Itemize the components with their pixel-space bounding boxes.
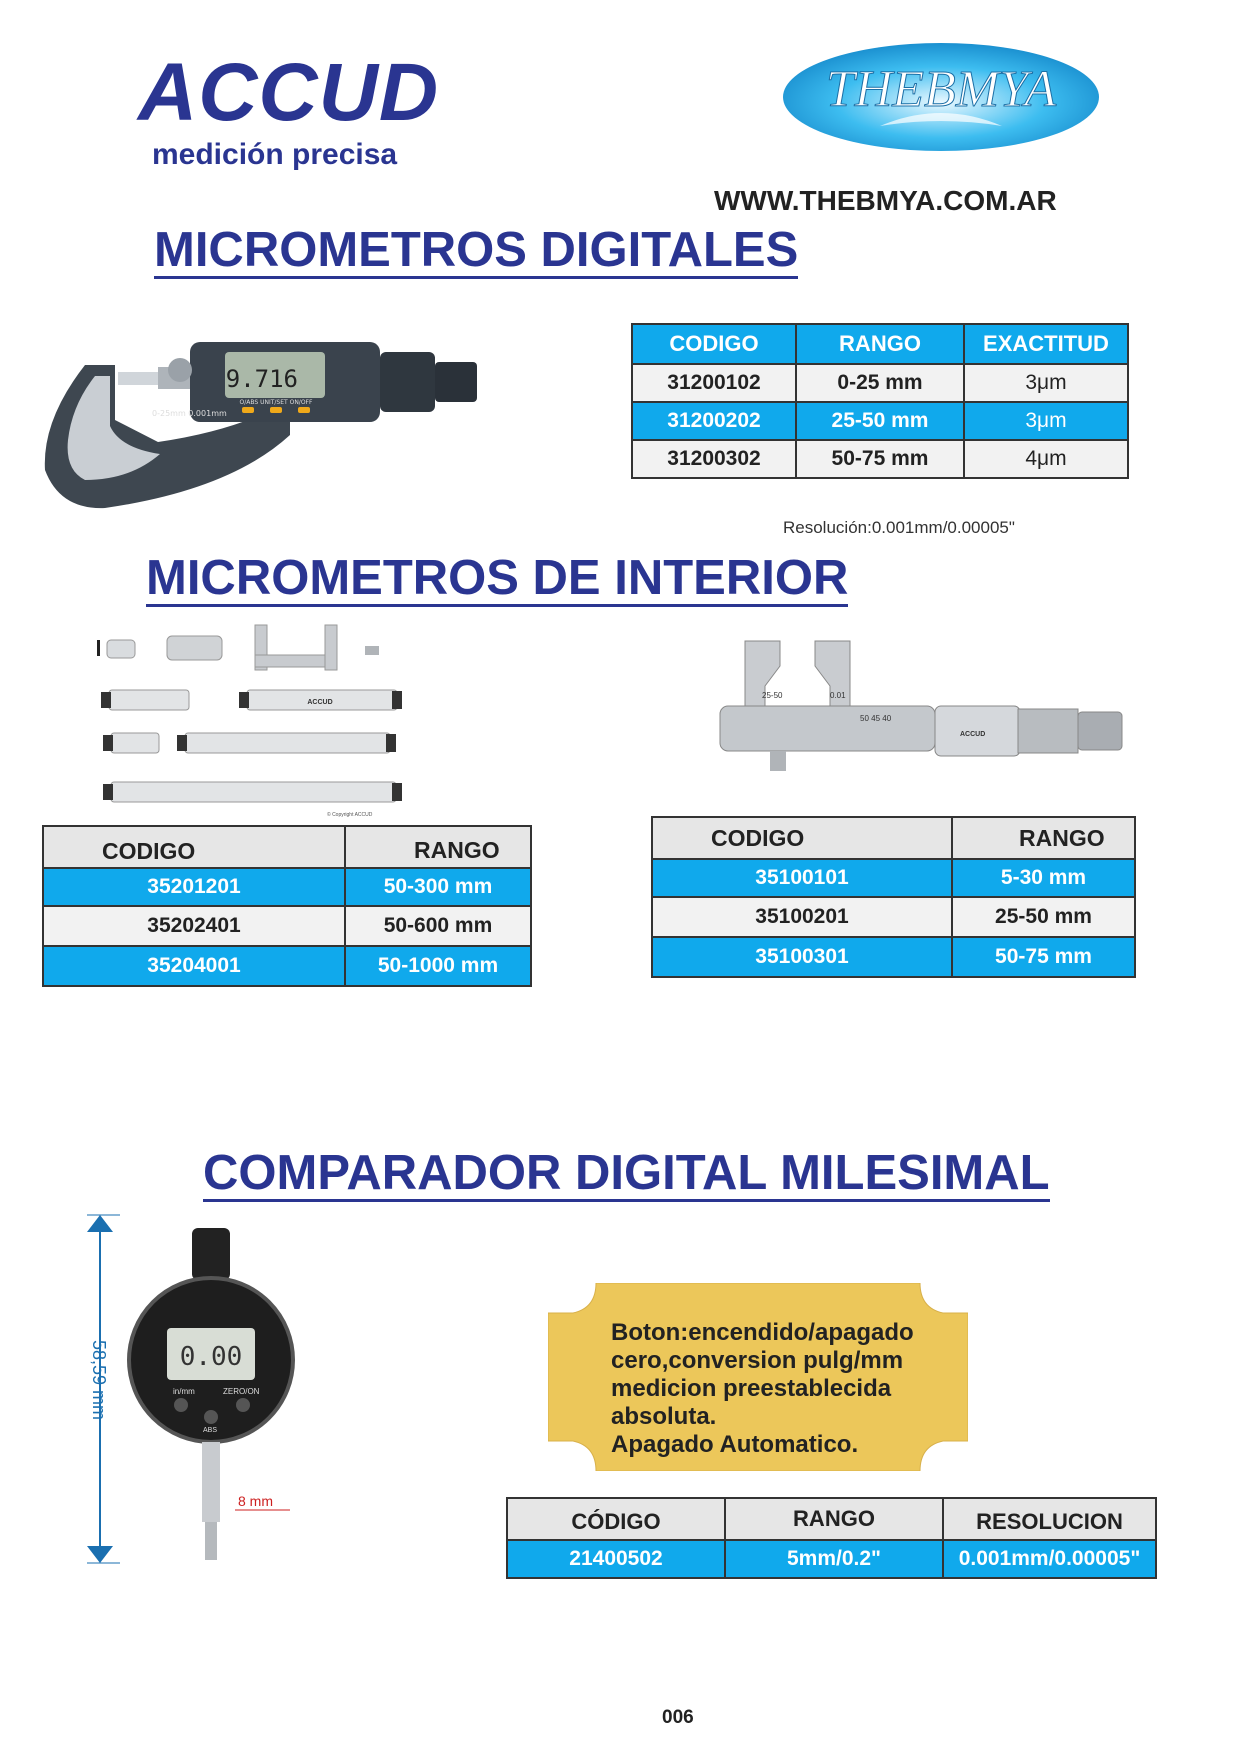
table-header-rango: RANGO [725, 1498, 943, 1540]
cell-rango: 5mm/0.2" [725, 1540, 943, 1578]
dealer-logo-text: THEBMYA [825, 61, 1057, 118]
cell-codigo: 31200202 [632, 402, 796, 440]
copyright-label: © Copyright ACCUD [327, 812, 373, 818]
cell-exactitud: 3μm [964, 402, 1128, 440]
caliper-range-label: 25-50 [762, 691, 783, 700]
table-header-codigo: CODIGO [652, 817, 952, 859]
table-row [507, 1540, 1156, 1578]
digital-micrometer-image [40, 330, 490, 525]
section-title-digital-indicator: COMPARADOR DIGITAL MILESIMAL [203, 1146, 1050, 1200]
cell-rango: 50-75 mm [796, 440, 964, 478]
cell-rango: 0-25 mm [796, 364, 964, 402]
cell-codigo: 21400502 [507, 1540, 725, 1578]
cell-rango: 50-75 mm [952, 937, 1135, 977]
cell-rango: 25-50 mm [796, 402, 964, 440]
cell-codigo: 31200102 [632, 364, 796, 402]
table-header-exactitud: EXACTITUD [964, 324, 1128, 364]
website-url[interactable]: WWW.THEBMYA.COM.AR [714, 185, 1057, 216]
table-row [652, 897, 1135, 937]
cell-codigo: 35100201 [652, 897, 952, 937]
cell-codigo: 35204001 [43, 946, 345, 986]
caliper-brand-label: ACCUD [960, 731, 986, 738]
dimension-tip-label: 8 mm [238, 1493, 273, 1509]
cell-exactitud: 3μm [964, 364, 1128, 402]
brand-logo: ACCUD [138, 47, 440, 138]
digital-indicator-image [75, 1210, 305, 1570]
micrometer-scale-label: 0-25mm 0.001mm [152, 409, 227, 418]
table-row [632, 364, 1128, 402]
micrometer-button-labels: O/ABS UNIT/SET ON/OFF [239, 399, 313, 406]
rod-brand-label: ACCUD [307, 699, 333, 706]
page-number: 006 [662, 1707, 694, 1728]
indicator-abs-label: ABS [203, 1427, 218, 1434]
cell-codigo: 35100101 [652, 859, 952, 897]
feature-item: cero,conversion pulg/mm [611, 1347, 904, 1374]
indicator-button-zero: ZERO/ON [223, 1387, 260, 1396]
inside-caliper-micrometer-image [710, 636, 1130, 801]
indicator-display-value: 0.00 [179, 1342, 243, 1372]
table-row [43, 946, 531, 986]
table-header-rango: RANGO [952, 817, 1135, 859]
feature-item: Boton:encendido/apagado [611, 1319, 914, 1346]
inside-micrometer-set-table [42, 825, 532, 987]
cell-codigo: 35202401 [43, 906, 345, 946]
cell-codigo: 35201201 [43, 868, 345, 906]
brand-tagline: medición precisa [152, 138, 398, 171]
table-header-rango: RANGO [345, 826, 531, 868]
digital-indicator-table [506, 1497, 1157, 1579]
caliper-resolution-label: 0.01 [830, 691, 846, 700]
cell-rango: 25-50 mm [952, 897, 1135, 937]
table-header-resolucion: RESOLUCION [943, 1498, 1156, 1540]
caliper-thimble-scale: 50 45 40 [860, 714, 892, 723]
table-row [43, 868, 531, 906]
table-header-codigo: CODIGO [632, 324, 796, 364]
cell-rango: 50-600 mm [345, 906, 531, 946]
table-row [43, 906, 531, 946]
inside-micrometer-set-image [95, 620, 435, 825]
indicator-button-inmm: in/mm [173, 1387, 195, 1396]
inside-caliper-table [651, 816, 1136, 978]
features-list [611, 1319, 914, 1459]
feature-item: Apagado Automatico. [611, 1431, 859, 1458]
resolution-note: Resolución:0.001mm/0.00005" [783, 518, 1015, 537]
cell-codigo: 35100301 [652, 937, 952, 977]
feature-item: absoluta. [611, 1403, 717, 1430]
section-title-digital-micrometers: MICROMETROS DIGITALES [154, 223, 799, 277]
table-header-codigo: CODIGO [43, 826, 345, 868]
table-header-rango: RANGO [796, 324, 964, 364]
cell-rango: 5-30 mm [952, 859, 1135, 897]
table-row [632, 440, 1128, 478]
cell-rango: 50-300 mm [345, 868, 531, 906]
feature-item: medicion preestablecida [611, 1375, 892, 1402]
table-row [652, 937, 1135, 977]
table-row [652, 859, 1135, 897]
dealer-logo [780, 40, 1102, 155]
table-header-codigo: CÓDIGO [507, 1498, 725, 1540]
cell-resolucion: 0.001mm/0.00005" [943, 1540, 1156, 1578]
cell-exactitud: 4μm [964, 440, 1128, 478]
section-title-inside-micrometers: MICROMETROS DE INTERIOR [146, 551, 849, 605]
cell-rango: 50-1000 mm [345, 946, 531, 986]
digital-micrometers-table [631, 323, 1129, 479]
table-row [632, 402, 1128, 440]
cell-codigo: 31200302 [632, 440, 796, 478]
micrometer-display-value: 9.716 [225, 365, 298, 393]
dimension-height-label: 58,59 mm [89, 1340, 109, 1421]
